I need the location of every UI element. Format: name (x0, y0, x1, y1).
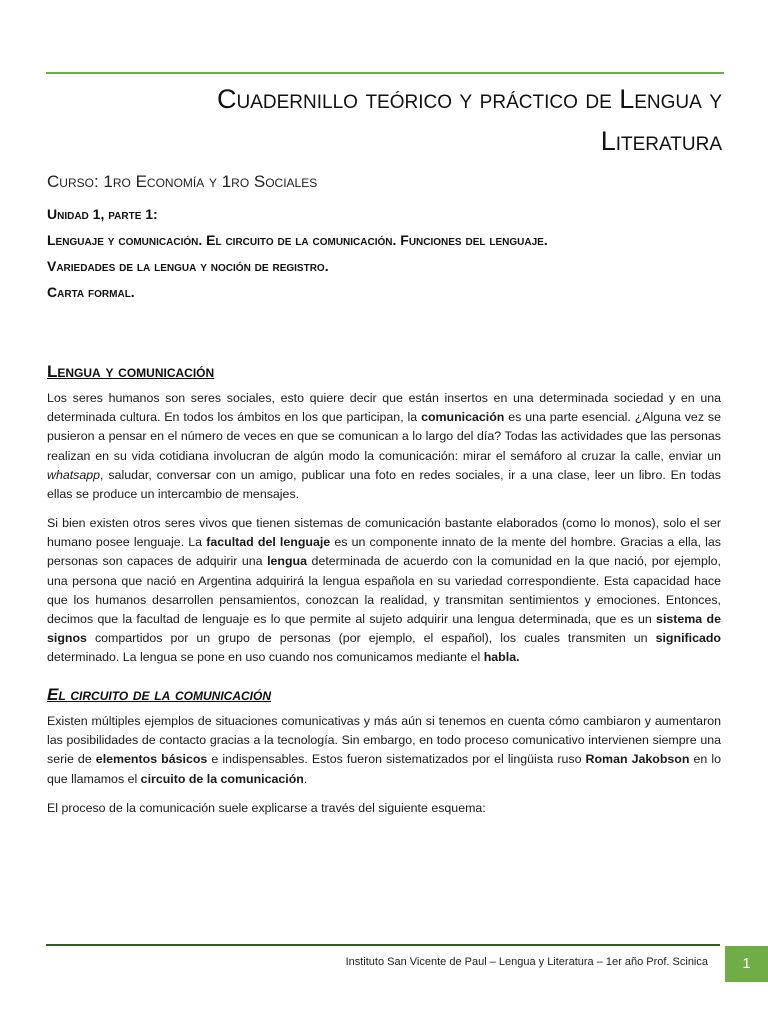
unit-line-2: Lenguaje y comunicación. El circuito de la comunicación. Funciones del lenguaje. (47, 232, 548, 248)
course-subtitle: Curso: 1ro Economía y 1ro Sociales (47, 172, 318, 191)
paragraph-circuito-1: Existen múltiples ejemplos de situaciones comunicativas y más aún si tenemos en cuenta cómo cambiaron y aumentaron las posibilidades de contacto gracias a la tecnología. Sin embargo, en todo proceso comunicativo intervienen siempre una serie de elementos básicos e indispensables. Estos fueron sistematizados por el lingüista ruso Roman Jakobson en lo que llamamos el circuito de la comunicación. (47, 714, 722, 786)
section-heading-circuito: El circuito de la comunicación (47, 685, 272, 704)
header-rule (46, 72, 724, 74)
unit-line-3: Variedades de la lengua y noción de registro. (47, 258, 329, 274)
footer-text: Instituto San Vicente de Paul – Lengua y Literatura – 1er año Prof. Scinica (345, 956, 708, 968)
paragraph-lengua-2: Si bien existen otros seres vivos que tienen sistemas de comunicación bastante elaborados (como lo monos), solo el ser humano posee lenguaje. La facultad del lenguaje es un componente innato de la mente del hombre. Gracias a ella, las personas son capaces de adquirir una lengua determinada de acuerdo con la comunidad en la que nació, por ejemplo, una persona que nació en Argentina adquirirá la lengua española en su variedad correspondiente. Esta capacidad hace que los humanos desarrollen pensamientos, conozcan la realidad, y transmitan sentimientos y emociones. Entonces, decimos que la facultad de lenguaje es lo que permite al sujeto adquirir una lengua determinada, que es un sistema de signos compartidos por un grupo de personas (por ejemplo, el español), los cuales transmiten un significado determinado. La lengua se pone en uso cuando nos comunicamos mediante el habla. (47, 516, 721, 665)
unit-block (47, 201, 548, 305)
page-number-badge: 1 (725, 946, 768, 982)
title-line-1: Cuadernillo teórico y práctico de Lengua y (217, 84, 722, 114)
unit-line-1: Unidad 1, parte 1: (47, 206, 158, 222)
paragraph-circuito-2: El proceso de la comunicación suele explicarse a través del siguiente esquema: (47, 801, 486, 815)
section-heading-lengua: Lengua y comunicación (47, 362, 215, 381)
document-title (46, 78, 722, 162)
title-line-2: Literatura (600, 126, 722, 156)
footer-rule (46, 944, 720, 946)
unit-line-4: Carta formal. (47, 284, 135, 300)
paragraph-lengua-1: Los seres humanos son seres sociales, esto quiere decir que están insertos en una determinada sociedad y en una determinada cultura. En todos los ámbitos en los que participan, la comunicación es una parte esencial. ¿Alguna vez se pusieron a pensar en el número de veces en que se comunican a lo largo del día? Todas las actividades que las personas realizan en su vida cotidiana involucran de algún modo la comunicación: mirar el semáforo al cruzar la calle, enviar un whatsapp, saludar, conversar con un amigo, publicar una foto en redes sociales, ir a una clase, leer un libro. En todas ellas se produce un intercambio de mensajes. (47, 391, 721, 502)
